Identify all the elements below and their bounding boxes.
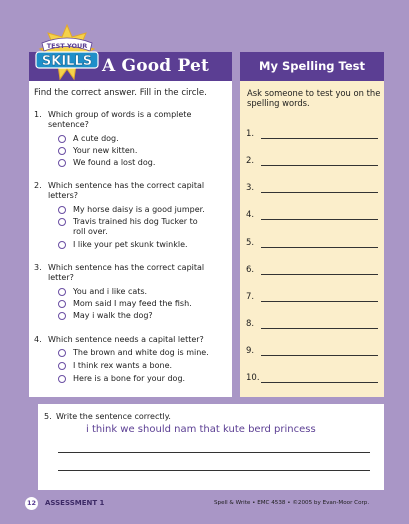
spelling-line-10[interactable]: 10. — [246, 373, 380, 387]
answer-bubble-icon[interactable] — [58, 135, 66, 143]
question-2: 2. Which sentence has the correct capital letters? — [34, 181, 205, 200]
page-number: 12 — [26, 499, 37, 507]
spelling-line-4[interactable]: 4. — [246, 210, 380, 224]
spelling-test-intro: Ask someone to test you on the spelling words. — [247, 88, 381, 108]
answer-bubble-icon[interactable] — [58, 375, 66, 383]
spelling-line-7[interactable]: 7. — [246, 292, 380, 306]
badge-main-text: SKILLS — [41, 54, 93, 69]
spelling-line-1[interactable]: 1. — [246, 129, 380, 143]
worksheet-page: A Good Pet TEST YOUR SKILLS Find the correct answer. Fill in the circle. 1. Which group of words is a complete sentence? A cute dog. Your new kitten. We found a lost dog. 2. Which sentence has the correct capital letters? My horse daisy is a good jumper. Travis trained his dog Tucker to roll over. I like your pet skunk twinkle. 3. Which sentence has the correct capital letter? You and i like cats. Mom said I may feed the fish. May i walk the dog? 4. Which sentence needs a capital letter? The brown and white dog is mine. I think rex wants a bone. Here is a bone for your dog. My Spelling Test Ask someone to test you on the spelling words. 1. 2. 3. 4. 5. 6. 7. 8. 9. 10. 5. Write the sentence correctly. i think we should nam that kute berd princess 12 ASSESSMENT 1 Spell & Write • EMC 4538 • ©2005 by Evan-Moor Corp. — [0, 0, 409, 524]
answer-bubble-icon[interactable] — [58, 349, 66, 357]
answer-bubble-icon[interactable] — [58, 288, 66, 296]
page-title: A Good Pet — [102, 56, 210, 76]
question-3: 3. Which sentence has the correct capital letter? — [34, 263, 205, 282]
writing-line-1[interactable] — [58, 452, 370, 453]
spelling-test-title: My Spelling Test — [259, 59, 365, 73]
spelling-line-9[interactable]: 9. — [246, 346, 380, 360]
test-your-skills-badge-icon — [30, 23, 104, 83]
answer-bubble-icon[interactable] — [58, 362, 66, 370]
writing-line-2[interactable] — [58, 470, 370, 471]
answer-bubble-icon[interactable] — [58, 218, 66, 226]
incorrect-sentence: i think we should nam that kute berd princess — [86, 424, 316, 435]
spelling-test-panel — [240, 52, 384, 397]
section-label: ASSESSMENT 1 — [45, 499, 105, 507]
spelling-line-6[interactable]: 6. — [246, 265, 380, 279]
answer-bubble-icon[interactable] — [58, 312, 66, 320]
answer-bubble-icon[interactable] — [58, 159, 66, 167]
badge-top-text: TEST YOUR — [46, 42, 88, 50]
answer-bubble-icon[interactable] — [58, 300, 66, 308]
answer-bubble-icon[interactable] — [58, 206, 66, 214]
question-5-panel: 5. Write the sentence correctly. i think we should nam that kute berd princess — [38, 404, 384, 490]
spelling-line-3[interactable]: 3. — [246, 183, 380, 197]
spelling-line-5[interactable]: 5. — [246, 238, 380, 252]
spelling-line-8[interactable]: 8. — [246, 319, 380, 333]
question-1: 1. Which group of words is a complete sentence? — [34, 110, 192, 129]
copyright-text: Spell & Write • EMC 4538 • ©2005 by Evan-Moor Corp. — [214, 500, 370, 506]
spelling-test-header — [240, 52, 384, 81]
answer-bubble-icon[interactable] — [58, 241, 66, 249]
spelling-line-2[interactable]: 2. — [246, 156, 380, 170]
answer-bubble-icon[interactable] — [58, 147, 66, 155]
instructions: Find the correct answer. Fill in the circle. — [34, 88, 207, 98]
